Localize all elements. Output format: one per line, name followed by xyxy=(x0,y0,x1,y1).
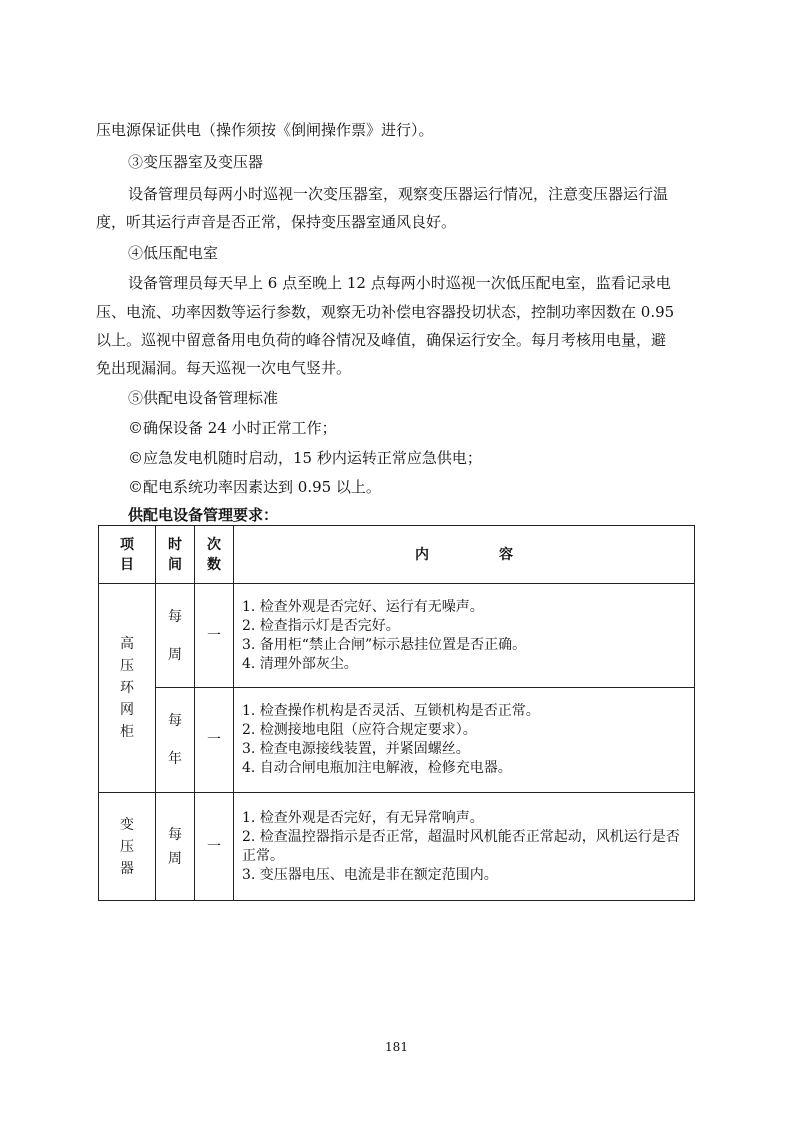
list-item: ©应急发电机随时启动，15 秒内运转正常应急供电； xyxy=(128,449,482,467)
equipment-management-table xyxy=(98,525,695,901)
page-number: 181 xyxy=(385,1040,408,1054)
content-cell: 1. 检查外观是否完好、运行有无噪声。 2. 检查指示灯是否完好。 3. 备用柜“禁止合闸”标示悬挂位置是否正确。 4. 清理外部灰尘。 xyxy=(234,584,695,688)
list-item: ©配电系统功率因素达到 0.95 以上。 xyxy=(128,478,381,496)
header-content: 内 容 xyxy=(234,526,695,584)
table-title: 供配电设备管理要求： xyxy=(128,506,279,524)
item-cell: 变压器 xyxy=(99,793,156,901)
section-heading-transformer: ③变压器室及变压器 xyxy=(128,153,264,171)
paragraph: 免出现漏洞。每天巡视一次电气竖井。 xyxy=(96,359,352,377)
section-heading-standards: ⑤供配电设备管理标准 xyxy=(128,389,279,407)
table-row xyxy=(99,584,695,688)
paragraph: 压电源保证供电（操作须按《倒闸操作票》进行）。 xyxy=(96,121,434,139)
table-row xyxy=(99,688,695,793)
table-row xyxy=(99,793,695,901)
paragraph: 设备管理员每天早上 6 点至晚上 12 点每两小时巡视一次低压配电室，监看记录电 xyxy=(128,274,671,292)
count-cell: 一 xyxy=(195,688,234,793)
item-cell: 高压环网柜 xyxy=(99,584,156,793)
time-cell: 每周 xyxy=(156,584,195,688)
count-cell: 一 xyxy=(195,584,234,688)
paragraph: 压、电流、功率因数等运行参数，观察无功补偿电容器投切状态，控制功率因数在 0.95 xyxy=(96,303,675,321)
count-cell: 一 xyxy=(195,793,234,901)
section-heading-low-voltage: ④低压配电室 xyxy=(128,244,219,262)
header-item: 项目 xyxy=(99,526,156,584)
paragraph: 设备管理员每两小时巡视一次变压器室，观察变压器运行情况，注意变压器运行温 xyxy=(128,185,669,203)
time-cell: 每年 xyxy=(156,688,195,793)
list-item: ©确保设备 24 小时正常工作； xyxy=(128,419,337,437)
paragraph: 以上。巡视中留意备用电负荷的峰谷情况及峰值，确保运行安全。每月考核用电量，避 xyxy=(96,331,667,349)
paragraph: 度，听其运行声音是否正常，保持变压器室通风良好。 xyxy=(96,213,457,231)
content-cell: 1. 检查外观是否完好，有无异常响声。 2. 检查温控器指示是否正常，超温时风机能否正常起动，风机运行是否正常。 3. 变压器电压、电流是非在额定范围内。 xyxy=(234,793,695,901)
content-cell: 1. 检查操作机构是否灵活、互锁机构是否正常。 2. 检测接地电阻（应符合规定要求）。 3. 检查电源接线装置，并紧固螺丝。 4. 自动合闸电瓶加注电解液，检修充电器。 xyxy=(234,688,695,793)
header-time: 时间 xyxy=(156,526,195,584)
header-count: 次数 xyxy=(195,526,234,584)
time-cell: 每周 xyxy=(156,793,195,901)
table-header-row xyxy=(99,526,695,584)
